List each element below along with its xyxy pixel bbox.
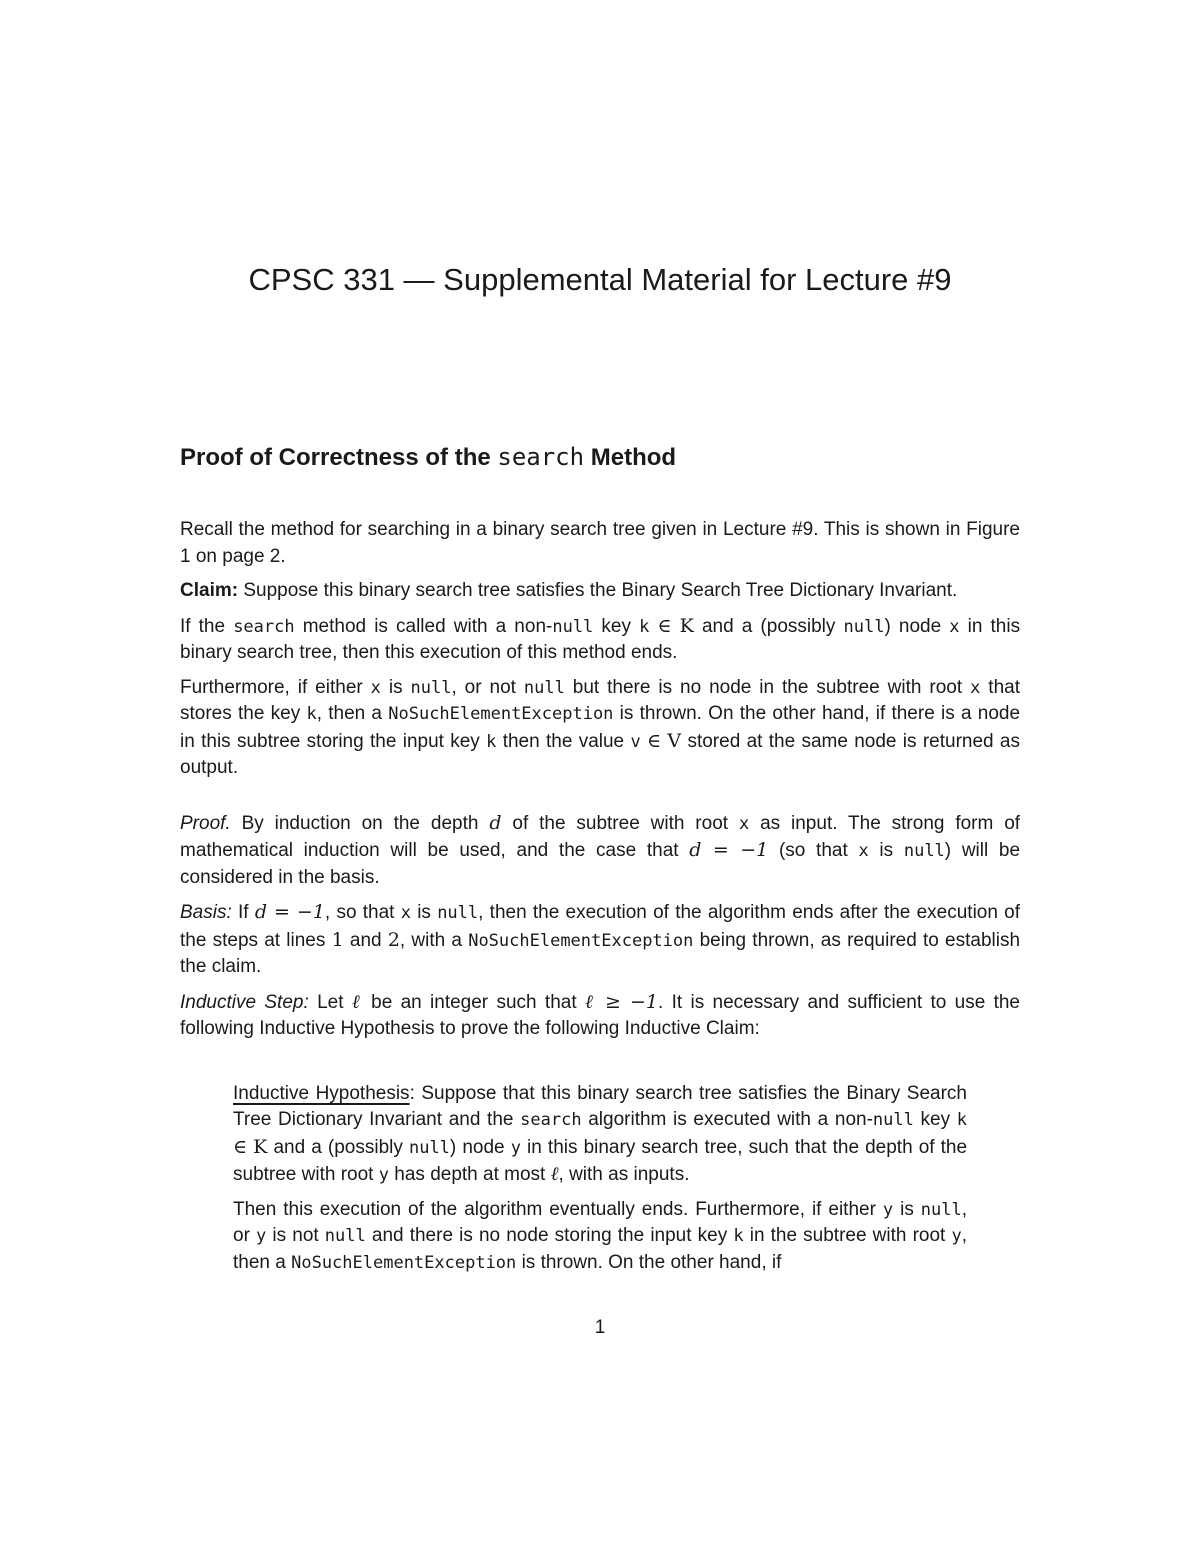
spacer: [180, 790, 1020, 810]
page-number: 1: [594, 1317, 606, 1338]
claim-paragraph-2: If the search method is called with a non-null key k ∈ K and a (possibly null) node x in this binary search tree, then this execution of this method ends.: [180, 614, 1021, 663]
hypothesis-paragraph: Inductive Hypothesis: Suppose that this binary search tree satisfies the Binary Search Tree Dictionary Invariant and the search algorithm is executed with a non-null key k ∈ K and a (possibly null) node y in this binary search tree, such that the depth of the subtree with root y has depth at most ℓ, with as inputs.: [233, 1082, 968, 1185]
code-search: search: [497, 443, 585, 471]
basis-paragraph: Basis: If d = −1, so that x is null, then the execution of the algorithm ends after the execution of the steps at lines 1 and 2, with a NoSuchElementException being thrown, as required to establish the claim.: [180, 901, 1021, 977]
proof-label: Proof.: [180, 812, 231, 834]
hypothesis-label: Inductive Hypothesis: [233, 1082, 410, 1104]
proof-paragraph: Proof. By induction on the depth d of the subtree with root x as input. The strong form of mathematical induction will be used, and the case that d = −1 (so that x is null) will be considered in the basis.: [180, 811, 1021, 888]
section-heading: Proof of Correctness of the search Method: [180, 443, 677, 471]
inductive-hypothesis-block: [233, 1081, 967, 1277]
claim-paragraph-3: Furthermore, if either x is null, or not null but there is no node in the subtree with root x that stores the key k, then a NoSuchElementException is thrown. On the other hand, if there is a node in this subtree storing the input key k then the value v ∈ V stored at the same node is returned as output.: [180, 676, 1021, 778]
document-body: [180, 440, 1020, 1284]
document-title: CPSC 331 — Supplemental Material for Lecture #9: [248, 262, 952, 297]
inductive-step-label: Inductive Step:: [180, 991, 309, 1013]
inductive-step-paragraph: Inductive Step: Let ℓ be an integer such that ℓ ≥ −1. It is necessary and sufficient to use the following Inductive Hypothesis to prove the following Inductive Claim:: [180, 990, 1020, 1039]
hypothesis-paragraph-2: Then this execution of the algorithm eventually ends. Furthermore, if either y is null, or y is not null and there is no node storing the input key k in the subtree with root y, then a NoSuchElementException is thrown. On the other hand, if: [233, 1198, 968, 1273]
basis-label: Basis:: [180, 902, 232, 923]
claim-paragraph: Claim: Suppose this binary search tree satisfies the Binary Search Tree Dictionary Invariant.: [180, 580, 958, 601]
intro-paragraph: Recall the method for searching in a binary search tree given in Lecture #9. This is shown in Figure 1 on page 2.: [180, 519, 1020, 567]
claim-label: Claim:: [180, 580, 239, 601]
